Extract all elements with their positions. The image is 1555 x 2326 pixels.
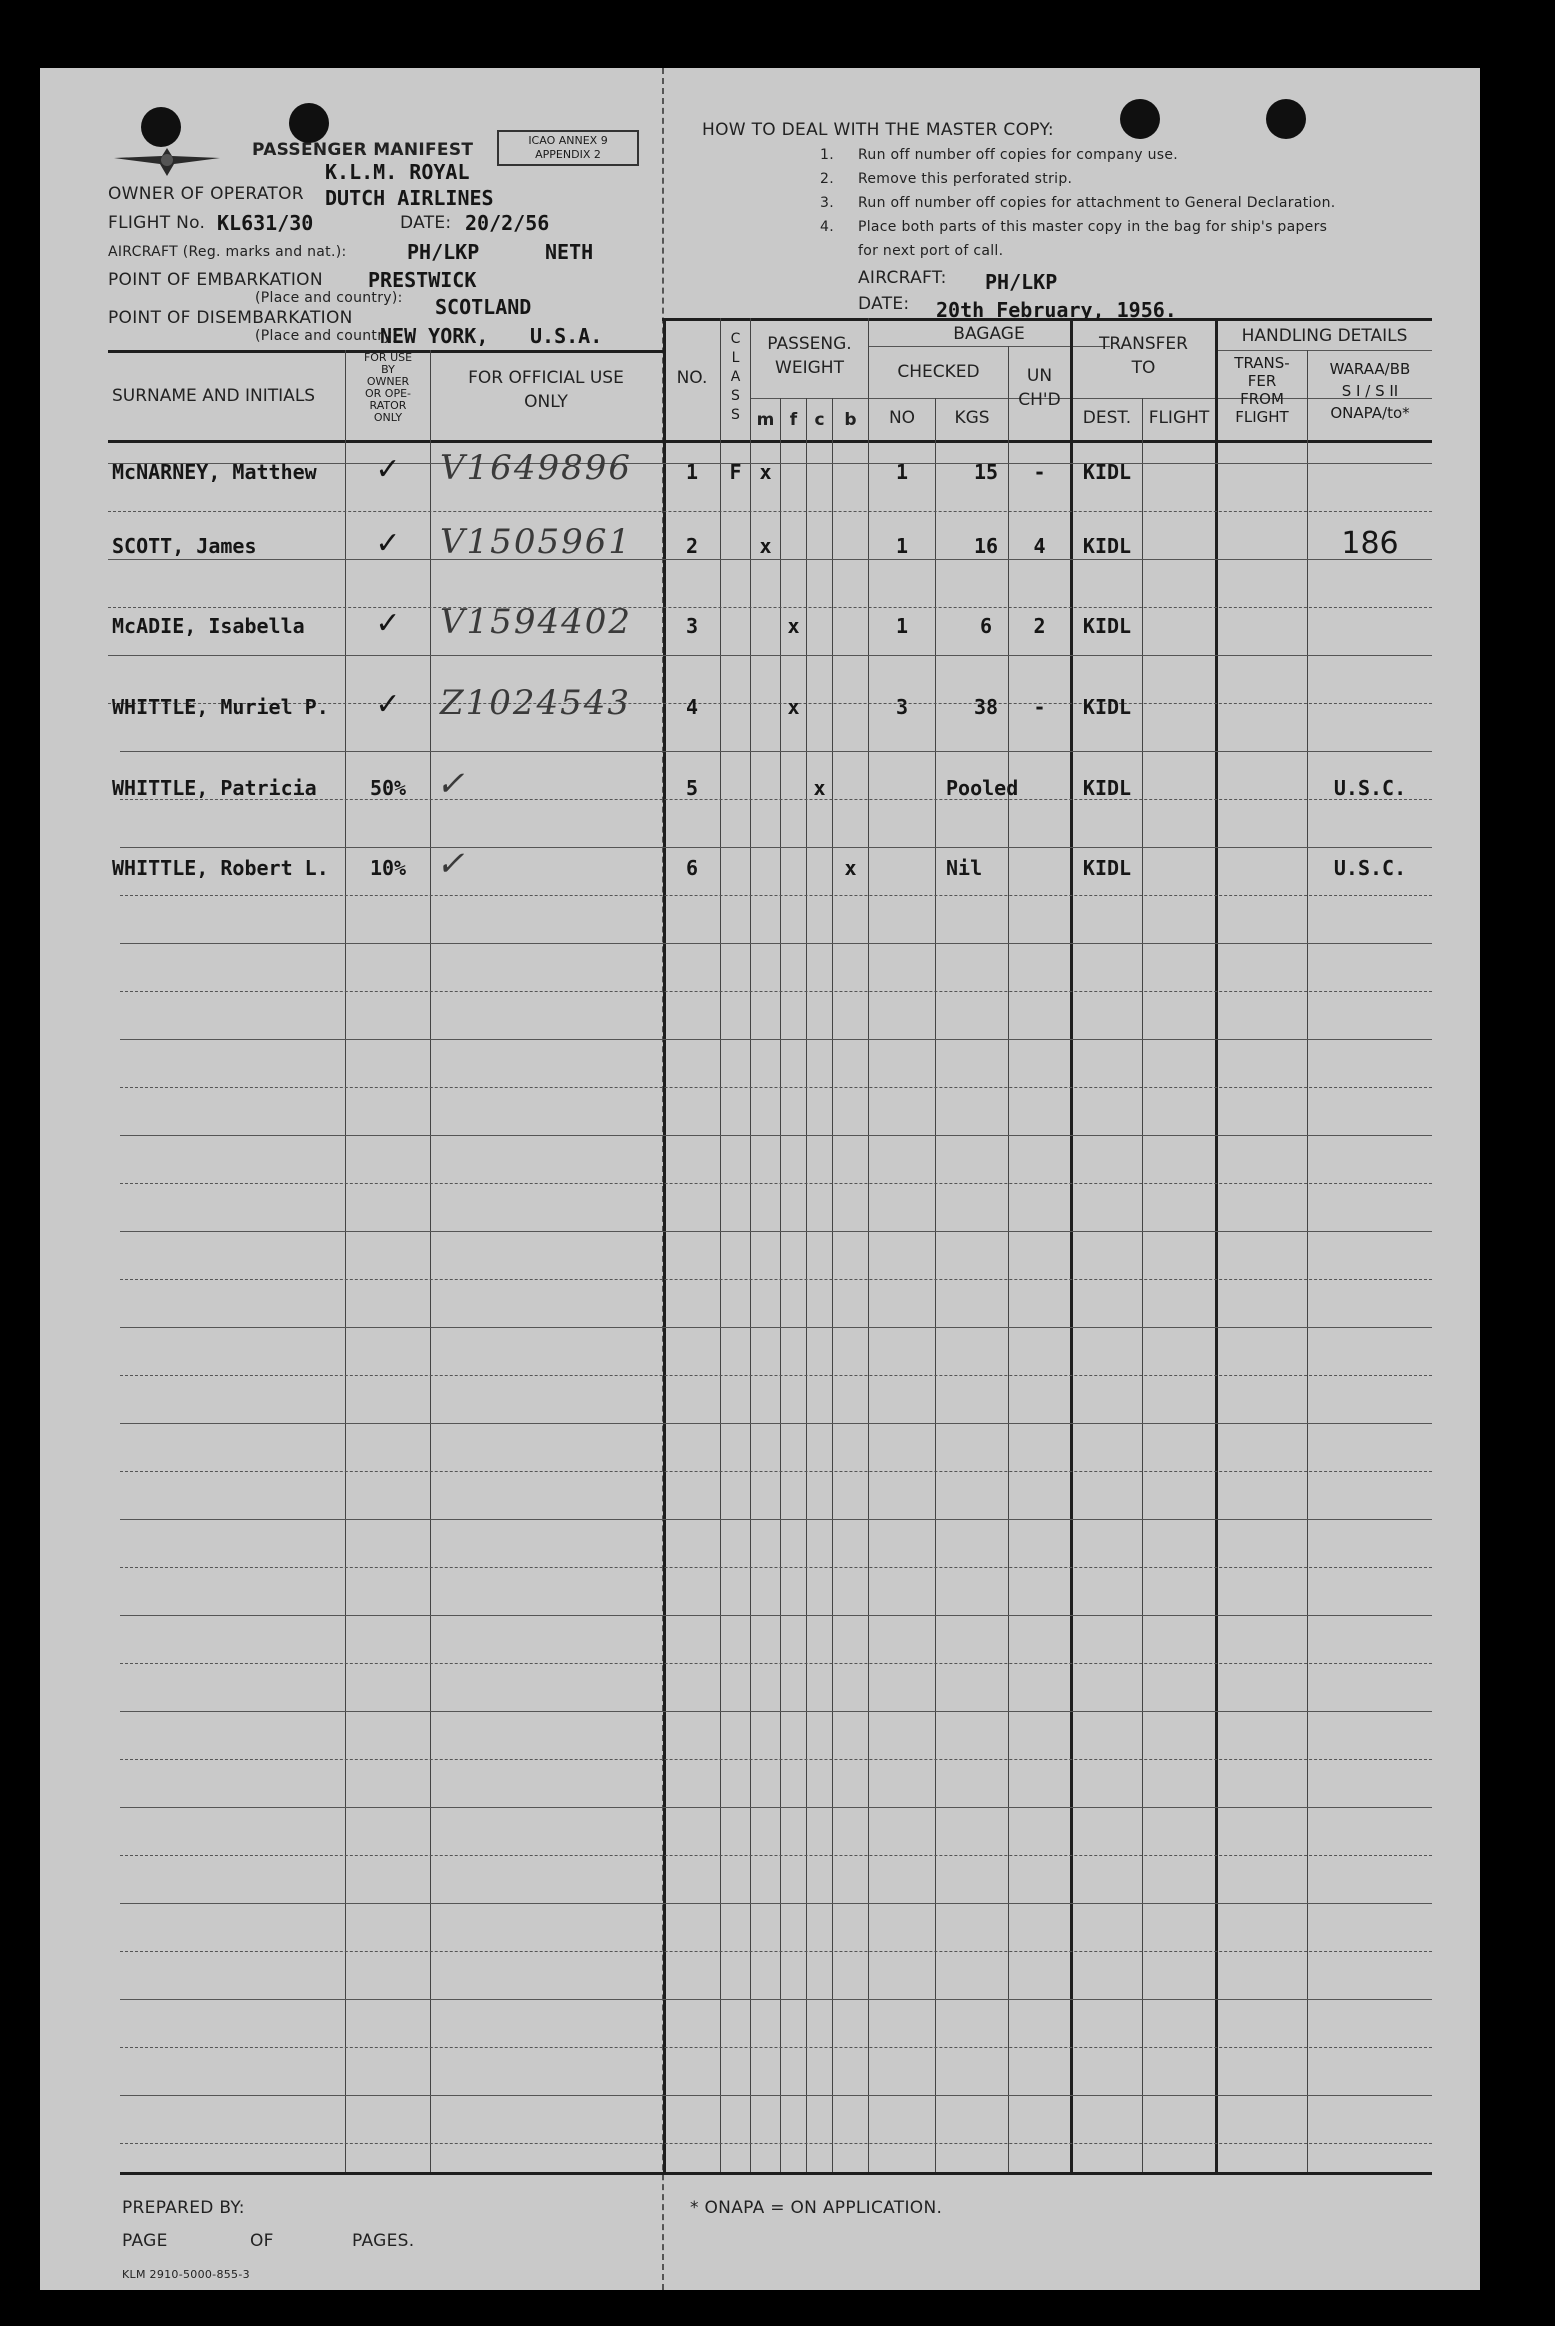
passenger-name: McADIE, Isabella (112, 614, 305, 638)
bag-kgs: 6 (979, 614, 993, 638)
row-rule (108, 511, 1432, 512)
owner-use-mark: ✓ (375, 452, 401, 487)
row-rule (120, 751, 1432, 752)
row-rule (120, 943, 1432, 944)
col-weight-c (806, 398, 807, 2172)
col-handling-left (1215, 318, 1218, 2172)
col-header-flight: FLIGHT (1148, 408, 1210, 428)
tff-line: FLIGHT (1235, 408, 1289, 426)
col-class-left (720, 318, 721, 2172)
passenger-name: SCOTT, James (112, 534, 257, 558)
passenger-name: WHITTLE, Patricia (112, 776, 317, 800)
tff-line: FER (1247, 372, 1277, 390)
prepared-by-label: PREPARED BY: (122, 2198, 245, 2218)
row-rule (120, 1903, 1432, 1904)
waraa-value: 186 (1341, 526, 1399, 561)
row-rule (120, 895, 1432, 896)
instruction-4-num: 4. (820, 219, 834, 235)
col-header-transfer-from (1217, 354, 1307, 426)
col-weight-b (832, 398, 833, 2172)
owner-use-mark: 50% (369, 776, 407, 800)
row-rule (120, 1183, 1432, 1184)
passenger-number: 4 (685, 695, 699, 719)
col-official-left (430, 350, 431, 2172)
instruction-3: Run off number off copies for attachment to General Declaration. (858, 195, 1336, 211)
row-rule (120, 2143, 1432, 2144)
col-header-unchd-1: UN (1026, 366, 1053, 386)
tff-line: TRANS- (1234, 354, 1290, 372)
row-rule (120, 1375, 1432, 1376)
embark-value: PRESTWICK (368, 268, 477, 292)
passenger-number: 3 (685, 614, 699, 638)
icao-annex: ICAO ANNEX 9 (528, 134, 608, 147)
unchecked-bags: - (1033, 460, 1046, 484)
row-rule (120, 1711, 1432, 1712)
of-label: OF (250, 2231, 274, 2251)
instruction-1: Run off number off copies for company use. (858, 147, 1179, 163)
weight-f: x (787, 695, 800, 719)
owner-use-line: ONLY (373, 411, 403, 424)
col-header-passeng: PASSENG. (767, 334, 852, 354)
row-rule (120, 1807, 1432, 1808)
waraa-line: WARAA/BB (1329, 360, 1411, 378)
row-rule (108, 607, 1432, 608)
col-header-no: NO. (676, 368, 708, 388)
col-bagage-left (868, 318, 869, 2172)
instr-aircraft-value: PH/LKP (985, 270, 1058, 294)
col-header-checked-kgs: KGS (954, 408, 990, 428)
unchecked-bags: - (1033, 695, 1046, 719)
class-letter: S (731, 407, 740, 423)
class-letter: S (731, 388, 740, 404)
punch-hole-1 (141, 107, 181, 147)
col-no-left (663, 318, 666, 2172)
weight-f: x (787, 614, 800, 638)
owner-use-line: RATOR (369, 399, 407, 412)
instr-aircraft-label: AIRCRAFT: (858, 268, 947, 288)
col-header-waraa (1308, 358, 1432, 424)
page-label: PAGE (122, 2231, 168, 2251)
flight-label: FLIGHT No. (108, 213, 206, 233)
owner-use-line: OWNER (366, 375, 410, 388)
row-rule (120, 1951, 1432, 1952)
row-rule (120, 1759, 1432, 1760)
bag-count: 3 (895, 695, 909, 719)
row-rule (120, 991, 1432, 992)
icao-appendix: APPENDIX 2 (535, 148, 601, 161)
passenger-name: WHITTLE, Robert L. (112, 856, 329, 880)
official-use-number: Z1024543 (440, 683, 632, 723)
col-header-surname: SURNAME AND INITIALS (112, 386, 316, 406)
row-rule (108, 655, 1432, 656)
row-rule (120, 1567, 1432, 1568)
owner-line1: K.L.M. ROYAL (325, 160, 470, 184)
instruction-3-num: 3. (820, 195, 834, 211)
row-rule (120, 1471, 1432, 1472)
transfer-destination: KIDL (1082, 534, 1132, 558)
aircraft-nat: NETH (545, 240, 594, 264)
col-header-weight: WEIGHT (775, 358, 844, 378)
instr-date-value: 20th February, 1956. (936, 298, 1177, 322)
row-rule (120, 2047, 1432, 2048)
manifest-sheet (40, 68, 1480, 2290)
official-use-number: V1649896 (440, 448, 632, 488)
tff-line: FROM (1240, 390, 1284, 408)
weight-b: x (844, 856, 857, 880)
row-rule (120, 1615, 1432, 1616)
disembark-sub: (Place and country) (255, 328, 398, 344)
bag-kgs: 38 (973, 695, 999, 719)
row-rule (120, 1135, 1432, 1136)
row-rule (120, 1663, 1432, 1664)
row-rule (120, 1087, 1432, 1088)
passenger-number: 2 (685, 534, 699, 558)
col-weight-left (750, 318, 751, 2172)
row-rule (120, 1327, 1432, 1328)
instruction-1-num: 1. (820, 147, 834, 163)
bag-kgs: 16 (973, 534, 999, 558)
passenger-name: WHITTLE, Muriel P. (112, 695, 329, 719)
col-header-handling: HANDLING DETAILS (1241, 326, 1408, 346)
passenger-number: 1 (685, 460, 699, 484)
col-header-official-2: ONLY (524, 392, 568, 412)
col-header-weight-c: c (814, 410, 825, 430)
col-kgs-left (935, 398, 936, 2172)
date-value: 20/2/56 (465, 211, 550, 235)
bag-kgs: Nil (946, 856, 983, 880)
official-use-number: ✓ (436, 844, 467, 884)
row-rule (120, 1999, 1432, 2000)
col-header-owner-use (346, 352, 430, 424)
waraa-value: U.S.C. (1333, 776, 1407, 800)
aircraft-label: AIRCRAFT (Reg. marks and nat.): (108, 244, 347, 260)
transfer-destination: KIDL (1082, 856, 1132, 880)
row-rule (120, 1231, 1432, 1232)
flight-value: KL631/30 (217, 211, 314, 235)
instruction-4-cont: for next port of call. (858, 243, 1004, 259)
unchecked-bags: 2 (1033, 614, 1046, 638)
owner-use-line: BY (381, 363, 395, 376)
disembark-label: POINT OF DISEMBARKATION (108, 308, 353, 328)
punch-hole-4 (1266, 99, 1306, 139)
owner-use-mark: ✓ (375, 687, 401, 722)
col-header-transfer: TRANSFER (1099, 334, 1188, 354)
transfer-destination: KIDL (1082, 695, 1132, 719)
col-header-weight-m: m (756, 410, 775, 430)
col-header-class (721, 330, 750, 425)
col-header-unchd-2: CH'D (1018, 390, 1061, 410)
icao-stamp (497, 130, 639, 166)
table-top-rule-right (662, 318, 1432, 321)
transfer-destination: KIDL (1082, 614, 1132, 638)
col-header-dest: DEST. (1082, 408, 1132, 428)
col-transfer-left (1070, 318, 1073, 2172)
col-waraa-left (1307, 350, 1308, 2172)
official-use-number: ✓ (436, 764, 467, 804)
weight-m: x (759, 460, 772, 484)
instruction-4: Place both parts of this master copy in the bag for ship's papers (858, 219, 1328, 235)
handling-rule (1215, 350, 1432, 351)
owner-use-mark: ✓ (375, 526, 401, 561)
form-number: KLM 2910-5000-855-3 (122, 2268, 250, 2281)
bag-kgs: 15 (973, 460, 999, 484)
col-header-weight-b: b (844, 410, 857, 430)
col-header-bagage: BAGAGE (953, 324, 1025, 344)
waraa-line: ONAPA/to* (1330, 404, 1410, 422)
klm-wings-logo-icon (112, 144, 222, 180)
instruction-2-num: 2. (820, 171, 834, 187)
owner-use-mark: ✓ (375, 606, 401, 641)
punch-hole-2 (289, 103, 329, 143)
transfer-destination: KIDL (1082, 776, 1132, 800)
manifest-title: PASSENGER MANIFEST (252, 140, 474, 160)
transfer-destination: KIDL (1082, 460, 1132, 484)
unchecked-bags: 4 (1033, 534, 1046, 558)
row-rule (120, 1039, 1432, 1040)
instructions-title: HOW TO DEAL WITH THE MASTER COPY: (702, 120, 1054, 140)
owner-line2: DUTCH AIRLINES (325, 186, 494, 210)
row-rule (120, 847, 1432, 848)
punch-hole-3 (1120, 99, 1160, 139)
bag-count: 1 (895, 614, 909, 638)
bag-kgs: Pooled (946, 776, 1019, 800)
col-header-transfer-to: TO (1131, 358, 1156, 378)
row-rule (120, 1519, 1432, 1520)
disembark-country: U.S.A. (530, 324, 603, 348)
col-header-checked: CHECKED (897, 362, 980, 382)
date-label: DATE: (400, 213, 452, 233)
waraa-line: S I / S II (1341, 382, 1399, 400)
disembark-value: NEW YORK, (380, 324, 489, 348)
class-letter: A (730, 369, 741, 385)
col-header-weight-f: f (789, 410, 798, 430)
official-use-number: V1594402 (440, 602, 632, 642)
weight-c: x (813, 776, 826, 800)
official-use-number: V1505961 (440, 522, 632, 562)
col-flight-left (1142, 398, 1143, 2172)
class-letter: C (730, 331, 741, 347)
passenger-number: 5 (685, 776, 699, 800)
waraa-value: U.S.C. (1333, 856, 1407, 880)
embark-sub: (Place and country): (255, 290, 403, 306)
bag-count: 1 (895, 460, 909, 484)
instruction-2: Remove this perforated strip. (858, 171, 1073, 187)
col-header-official-1: FOR OFFICIAL USE (468, 368, 624, 388)
owner-label: OWNER OF OPERATOR (108, 184, 304, 204)
pages-label: PAGES. (352, 2231, 415, 2251)
passenger-number: 6 (685, 856, 699, 880)
bag-count: 1 (895, 534, 909, 558)
onapa-note: * ONAPA = ON APPLICATION. (690, 2198, 943, 2218)
passenger-class: F (729, 460, 742, 484)
weight-m: x (759, 534, 772, 558)
passenger-name: McNARNEY, Matthew (112, 460, 317, 484)
owner-use-line: OR OPE- (364, 387, 411, 400)
owner-use-line: FOR USE (363, 351, 413, 364)
row-rule (120, 1855, 1432, 1856)
row-rule (120, 1423, 1432, 1424)
table-bottom-rule (120, 2172, 1432, 2175)
embark-country: SCOTLAND (435, 295, 532, 319)
col-header-checked-no: NO (888, 408, 916, 428)
class-letter: L (731, 350, 740, 366)
row-rule (108, 559, 1432, 560)
aircraft-value: PH/LKP (407, 240, 480, 264)
table-header-bottom-rule (108, 440, 1432, 443)
embark-label: POINT OF EMBARKATION (108, 270, 323, 290)
row-rule (120, 2095, 1432, 2096)
instr-date-label: DATE: (858, 294, 910, 314)
row-rule (120, 1279, 1432, 1280)
col-weight-f (780, 398, 781, 2172)
owner-use-mark: 10% (369, 856, 407, 880)
